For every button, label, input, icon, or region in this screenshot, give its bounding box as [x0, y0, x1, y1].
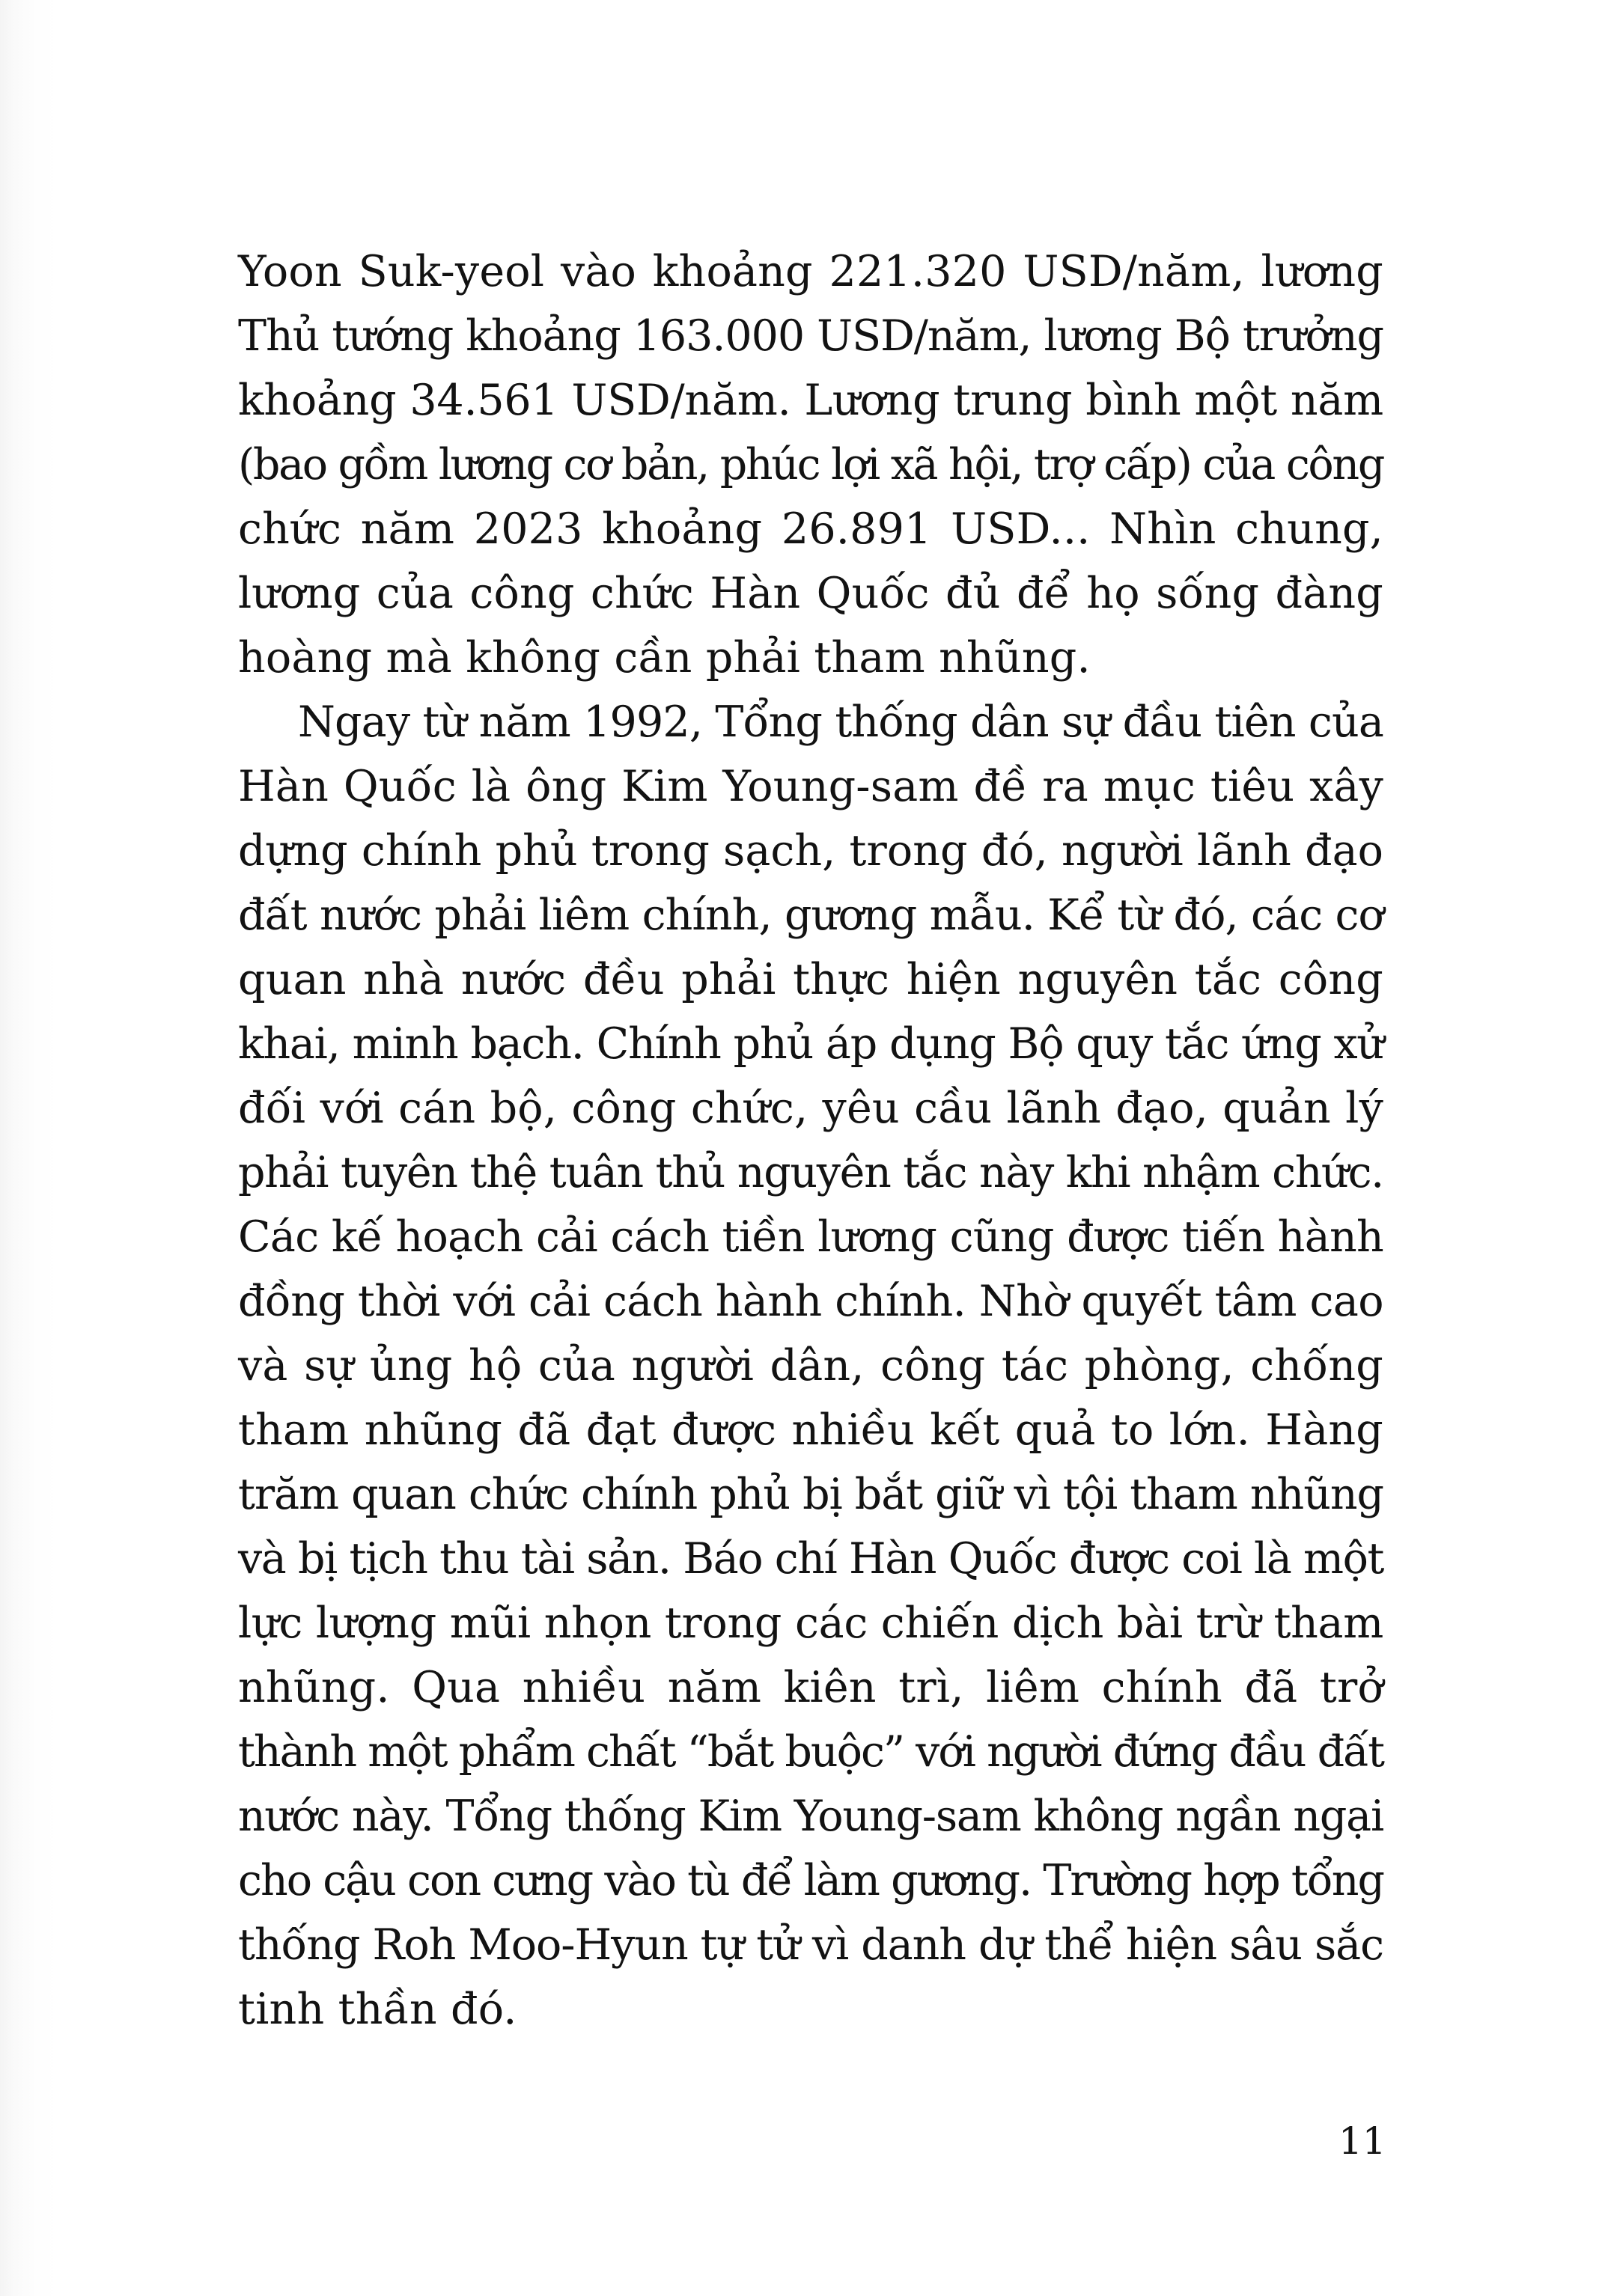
text-line: chức năm 2023 khoảng 26.891 USD... Nhìn chung, [238, 504, 1383, 554]
text-line: tinh thần đó. [238, 1985, 517, 2034]
text-line: đất nước phải liêm chính, gương mẫu. Kể từ đó, các cơ [238, 891, 1383, 940]
paragraph-1 [238, 239, 1383, 690]
text-line: lực lượng mũi nhọn trong các chiến dịch bài trừ tham [238, 1599, 1383, 1648]
text-line: phải tuyên thệ tuân thủ nguyên tắc này khi nhậm chức. [238, 1148, 1383, 1197]
text-line: lương của công chức Hàn Quốc đủ để họ sống đàng [238, 569, 1383, 618]
text-line: (bao gồm lương cơ bản, phúc lợi xã hội, trợ cấp) của công [238, 440, 1383, 489]
text-line: Yoon Suk-yeol vào khoảng 221.320 USD/năm, lương [238, 247, 1383, 296]
text-line: Các kế hoạch cải cách tiền lương cũng được tiến hành [238, 1212, 1384, 1262]
text-line: tham nhũng đã đạt được nhiều kết quả to lớn. Hàng [238, 1405, 1383, 1455]
text-line: nhũng. Qua nhiều năm kiên trì, liêm chính đã trở [238, 1663, 1383, 1712]
text-line: quan nhà nước đều phải thực hiện nguyên tắc công [238, 955, 1383, 1004]
body-text [238, 239, 1383, 2042]
text-line: trăm quan chức chính phủ bị bắt giữ vì tội tham nhũng [238, 1470, 1383, 1519]
text-line: hoàng mà không cần phải tham nhũng. [238, 633, 1091, 683]
text-line: khoảng 34.561 USD/năm. Lương trung bình một năm [238, 376, 1383, 425]
text-line: Ngay từ năm 1992, Tổng thống dân sự đầu tiên của [298, 697, 1383, 747]
text-line: khai, minh bạch. Chính phủ áp dụng Bộ quy tắc ứng xử [238, 1019, 1383, 1069]
text-line: dựng chính phủ trong sạch, trong đó, người lãnh đạo [238, 826, 1383, 876]
text-line: và bị tịch thu tài sản. Báo chí Hàn Quốc được coi là một [238, 1534, 1383, 1584]
text-line: nước này. Tổng thống Kim Young-sam không ngần ngại [238, 1792, 1383, 1841]
paragraph-2 [238, 690, 1383, 2042]
text-line: thành một phẩm chất “bắt buộc” với người đứng đầu đất [238, 1727, 1383, 1777]
text-line: đối với cán bộ, công chức, yêu cầu lãnh đạo, quản lý [238, 1084, 1383, 1133]
text-line: đồng thời với cải cách hành chính. Nhờ quyết tâm cao [238, 1277, 1383, 1326]
text-line: cho cậu con cưng vào tù để làm gương. Trường hợp tổng [238, 1856, 1383, 1905]
text-line: thống Roh Moo-Hyun tự tử vì danh dự thể hiện sâu sắc [238, 1920, 1383, 1970]
text-line: Thủ tướng khoảng 163.000 USD/năm, lương Bộ trưởng [238, 311, 1383, 361]
text-line: và sự ủng hộ của người dân, công tác phòng, chống [238, 1341, 1383, 1390]
text-line: Hàn Quốc là ông Kim Young-sam đề ra mục tiêu xây [238, 762, 1383, 811]
page-number: 11 [1338, 2119, 1386, 2163]
